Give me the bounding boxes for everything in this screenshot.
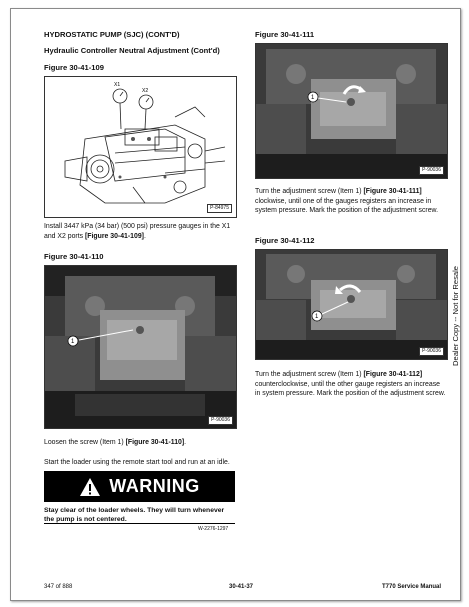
dealer-copy-note: Dealer Copy -- Not for Resale bbox=[451, 265, 460, 366]
figure-110-callout: 1 bbox=[71, 339, 75, 345]
install-gauges-text: Install 3447 kPa (34 bar) (500 psi) pressure gauges in the X1 and X2 ports [Figure 30-41-109]. bbox=[44, 223, 231, 240]
warning-triangle-icon bbox=[79, 477, 101, 497]
section-page-number: 30-41-37 bbox=[229, 584, 254, 590]
label-x2: X2 bbox=[142, 88, 149, 94]
warning-title: WARNING bbox=[109, 476, 200, 496]
page-counter: 347 of 888 bbox=[44, 584, 73, 590]
figure-112-callout: 1 bbox=[315, 314, 319, 320]
subsection-title: Hydraulic Controller Neutral Adjustment (Cont'd) bbox=[44, 46, 220, 55]
turn-clockwise-text: Turn the adjustment screw (Item 1) [Figure 30-41-111] clockwise, until one of the gauges registers an increase in system pressure. Mark the position of the adjustment screw. bbox=[255, 188, 439, 215]
figure-112-code: P-90036 bbox=[419, 347, 444, 356]
manual-title: T770 Service Manual bbox=[382, 584, 442, 590]
loosen-screw-text: Loosen the screw (Item 1) [Figure 30-41-110]. bbox=[44, 439, 187, 446]
warning-banner bbox=[44, 471, 235, 502]
warning-code: W-2276-1297 bbox=[198, 526, 229, 532]
section-title: HYDROSTATIC PUMP (SJC) (CONT'D) bbox=[44, 30, 180, 39]
figure-110-caption: Figure 30-41-110 bbox=[44, 252, 104, 261]
turn-counterclockwise-text: Turn the adjustment screw (Item 1) [Figure 30-41-112] counterclockwise, until the other gauge registers an increase in system pressure. Mark the position of the adjustment screw. bbox=[255, 371, 446, 398]
figure-110-code: P-90036 bbox=[208, 416, 233, 425]
figure-109-image bbox=[44, 76, 237, 218]
figure-109-code: P-84975 bbox=[207, 204, 232, 213]
label-x1: X1 bbox=[114, 82, 121, 88]
figure-111-code: P-90036 bbox=[419, 166, 444, 175]
figure-112-image bbox=[255, 249, 448, 360]
figure-111-callout: 1 bbox=[311, 95, 315, 101]
figure-110-image bbox=[44, 265, 237, 429]
figure-111-caption: Figure 30-41-111 bbox=[255, 30, 315, 39]
figure-111-image bbox=[255, 43, 448, 179]
start-loader-text: Start the loader using the remote start tool and run at an idle. bbox=[44, 459, 230, 466]
figure-112-caption: Figure 30-41-112 bbox=[255, 236, 315, 245]
warning-divider bbox=[44, 523, 235, 524]
warning-message: Stay clear of the loader wheels. They will turn whenever the pump is not centered. bbox=[44, 507, 225, 523]
figure-109-caption: Figure 30-41-109 bbox=[44, 63, 104, 72]
